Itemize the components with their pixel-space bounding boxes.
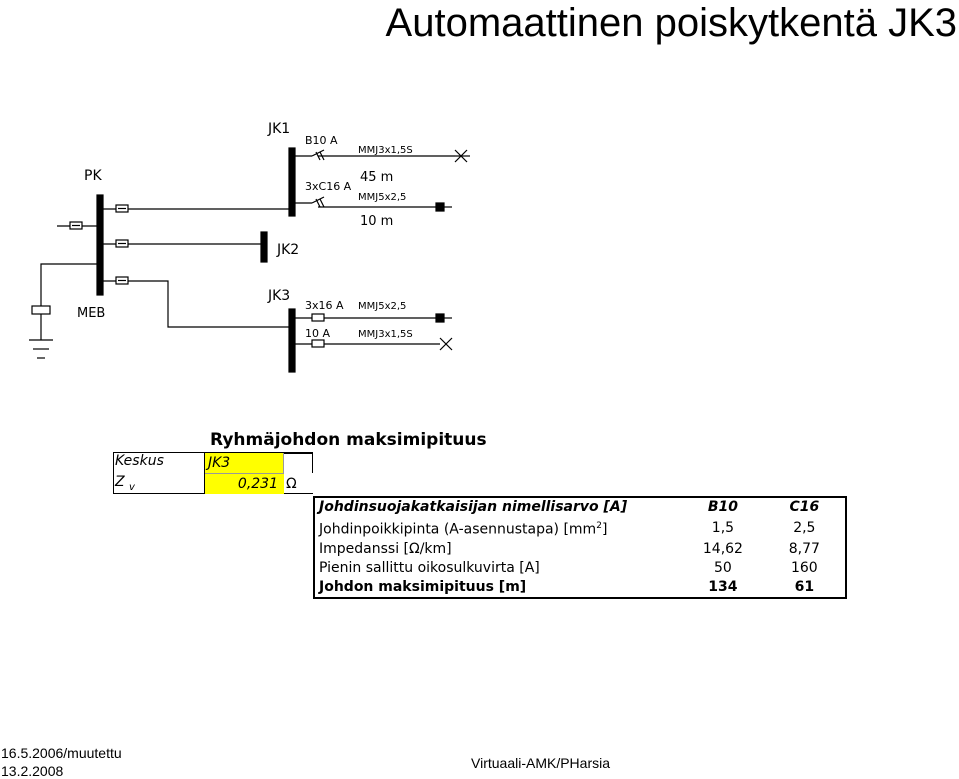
jk1-busbar [289,148,295,216]
value-c16: 160 [790,559,818,576]
row-label: Johdinpoikkipinta (A-asennustapa) $[mm^2]$ [319,521,608,538]
table-row [314,559,846,578]
keskus-empty-cell [284,453,313,473]
footer-date-modified: 16.5.2006/muutettu [1,745,122,761]
row-label: Pienin sallittu oikosulkuvirta [A] [319,559,540,576]
page-title: Automaattinen poiskytkentä JK3 [385,1,957,45]
jk3-cable2: MMJ3x1,5S [358,329,413,340]
pk-label: PK [84,168,102,184]
keskus-label: Keskus [115,453,164,469]
row-label: Impedanssi [Ω/km] [319,540,452,557]
jk1-cable2: MMJ5x2,5 [358,192,407,203]
value-b10[interactable]: 1,5 [711,519,735,536]
value-c16[interactable]: 8,77 [788,540,820,557]
row-label: Johdon maksimipituus [m] [319,578,527,595]
jk1-breaker2: 3xC16 A [305,180,352,193]
jk2-label: JK2 [277,242,300,258]
jk3-breaker2: 10 A [305,327,331,340]
jk1-breaker1: B10 A [305,134,338,147]
jk1-cable1: MMJ3x1,5S [358,145,413,156]
zv-value[interactable]: 0,231 [205,473,284,494]
calc-title: Ryhmäjohdon maksimipituus [210,430,487,450]
footer-author: Virtuaali-AMK/PHarsia [471,755,611,771]
keskus-value[interactable]: JK3 [205,453,284,473]
pk-busbar [97,195,103,295]
value-c16[interactable]: 2,5 [793,519,816,536]
table-row [314,540,846,559]
value-c16: C16 [789,499,820,515]
table-row [314,578,846,598]
jk1-length1: 45 m [360,170,394,185]
jk3-breaker1: 3x16 A [305,299,344,312]
jk3-busbar [289,309,295,372]
table-row [314,517,846,540]
jk3-label: JK3 [268,288,291,304]
row-label: Johdinsuojakatkaisijan nimellisarvo [A] [319,499,628,515]
zv-label: Z $_v$ [115,474,135,493]
footer-date-updated: 13.2.2008 [1,763,64,779]
value-b10[interactable]: 14,62 [702,540,743,557]
value-c16: 61 [794,578,815,595]
value-b10: 134 [708,578,738,595]
value-b10: B10 [707,499,738,515]
jk1-length2: 10 m [360,214,394,229]
table-row [314,497,846,517]
zv-unit: Ω [286,476,297,492]
meb-box [32,306,50,314]
jk3-cable1: MMJ5x2,5 [358,301,407,312]
value-b10: 50 [714,559,732,576]
jk1-label: JK1 [268,121,291,137]
meb-label: MEB [77,306,106,321]
results-table [313,496,847,599]
jk2-busbar [261,232,267,262]
